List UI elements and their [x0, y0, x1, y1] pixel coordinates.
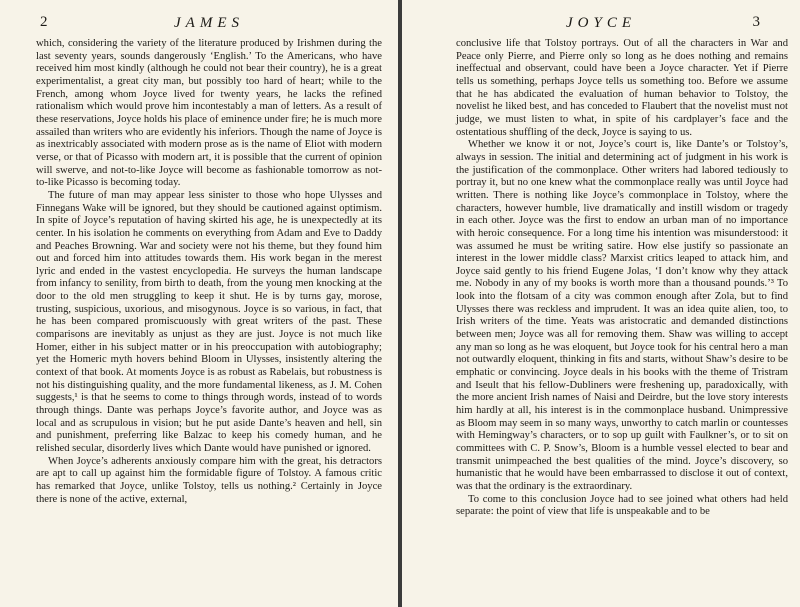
paragraph: which, considering the variety of the literature produced by Irishmen during the last seventy years, sounds dangerously ‘English.’ To the Americans, who have received him most kindly (although he could not bear their country), he is a great experimentalist, a great city man, but possibly too hard of heart; while to the French, among whom Joyce lived for twenty years, he lacks the refined rationalism which would prove him incontestably a man of letters. As a result of these reservations, Joyce holds his place of eminence under fire; he is much more assailed than writers who are evidently his inferiors. Though the name of Joyce is as inextricably associated with modern prose as is the name of Eliot with modern verse, or that of Picasso with modern art, it is possible that the current of opinion will swerve, and not-to-like Joyce will become as fashionable tomorrow as not-to-like Picasso is becoming today. — [36, 38, 382, 189]
paragraph: The future of man may appear less sinister to those who hope Ulysses and Finnegans Wake will be ignored, but they should be cautioned against optimism. In spite of Joyce’s reputation of having skirted his age, he is unexpectedly at its center. In his isolation he comments on everything from Adam and Eve to Daddy and Peaches Browning. War and society were not his theme, but they found him out and forced him into attitudes towards them. His work began in the merest lyric and ended in the vastest encyclopedia. He surveys the human landscape from infancy to senility, from birth to death, from the young men knocking at the door to the old men struggling to keep it shut. He is by turns gay, morose, trusting, suspicious, uxorious, and misogynous. Joyce is so various, in fact, that he has been compared promiscuously with great writers of the past. These comparisons are inevitably as unjust as they are just. Joyce is not much like Homer, either in his subject matter or in his preoccupation with autobiography; yet the Homeric myth hovers behind Bloom in Ulysses, insistently altering the context of that book. At moments Joyce is as robust as Rabelais, but robustness is not his distinguishing quality, and the more fundamental likeness, as J. M. Cohen suggests,¹ is that he seems to come to things through words, instead of to words through things. Dante was perhaps Joyce’s favorite author, and Joyce was as local and as scrupulous in vision; but he put aside Dante’s heaven and hell, sin and punishment, preferring like Balzac to keep his comedy human, and he relished secular, disorderly lives which Dante would have punished or ignored. — [36, 189, 382, 454]
left-page-body — [36, 38, 382, 506]
right-page — [402, 0, 800, 607]
right-running-title: JOYCE — [566, 14, 636, 31]
left-page-number: 2 — [40, 14, 48, 30]
right-running-head — [402, 12, 800, 34]
right-page-number: 3 — [752, 14, 760, 30]
paragraph: conclusive life that Tolstoy portrays. Out of all the characters in War and Peace only Pierre, and Pierre only so long as he does nothing and remains ineffectual and observant, could have been a Joyce character. Yet if Pierre tells us something, perhaps Joyce tells us something too. Before we assume that he has abdicated the evaluation of human behavior to Tolstoy, the novelist he liked best, and has conceded to Flaubert that the novelist must not judge, we must listen to what, in spite of his cardplayer’s face and the ostentatious shuffling of the deck, Joyce is saying to us. — [456, 38, 788, 138]
paragraph: Whether we know it or not, Joyce’s court is, like Dante’s or Tolstoy’s, always in session. The initial and determining act of judgment in his work is the justification of the commonplace. Other writers had labored tediously to portray it, but no one knew what the commonplace really was until Joyce had written. There is nothing like Joyce’s commonplace in Tolstoy, where the characters, however humble, live dramatically and instill wisdom or tragedy in each other. Joyce was the first to endow an urban man of no importance with heroic consequence. For a long time his intention was misunderstood: it was assumed he must be writing satire. How else justify so passionate an interest in the lower middle class? Marxist critics leaped to attack him, and Joyce said gently to his friend Eugene Jolas, ‘I don’t know why they attack me. Nobody in any of my books is worth more than a thousand pounds.’³ To look into the flotsam of a city was common enough after Zola, but to find Ulysses there was reckless and imprudent. It was an idea quite alien, too, to Irish writers of the time. Yeats was aristocratic and demanded distinctions between men; Joyce was all for removing them. Shaw was willing to accept any man so long as he was eloquent, but Joyce took for his central hero a man not outwardly eloquent, thinking in fits and starts, without Shaw’s desire to be emphatic or convincing. Joyce deals in his books with the theme of Tristram and Iseult that his fellow-Dubliners were freshening up, paradoxically, with the more ancient Irish names of Naisi and Deirdre, but the love story interests him hardly at all, his interest is in the commonplace husband. Unimpressive as Bloom may seem in so many ways, unworthy to catch marlin or countesses with Hemingway’s characters, or to sop up guilt with Faulkner’s, or to sit on committees with C. P. Snow’s, Bloom is a humble vessel elected to bear and transmit unimpeached the best qualities of the mind. Joyce’s discovery, so humanistic that he would have been embarrassed to disclose it out of context, was that the ordinary is the extraordinary. — [456, 139, 788, 492]
right-page-body — [456, 38, 788, 519]
left-page — [0, 0, 398, 607]
left-running-title: JAMES — [174, 14, 244, 31]
paragraph: When Joyce’s adherents anxiously compare him with the great, his detractors are apt to call up against him the formidable figure of Tolstoy. A famous critic has remarked that Joyce, unlike Tolstoy, tells us nothing.² Certainly in Joyce there is none of the active, external, — [36, 455, 382, 505]
paragraph: To come to this conclusion Joyce had to see joined what others had held separate: the point of view that life is unspeakable and to be — [456, 493, 788, 518]
left-running-head — [0, 12, 398, 34]
